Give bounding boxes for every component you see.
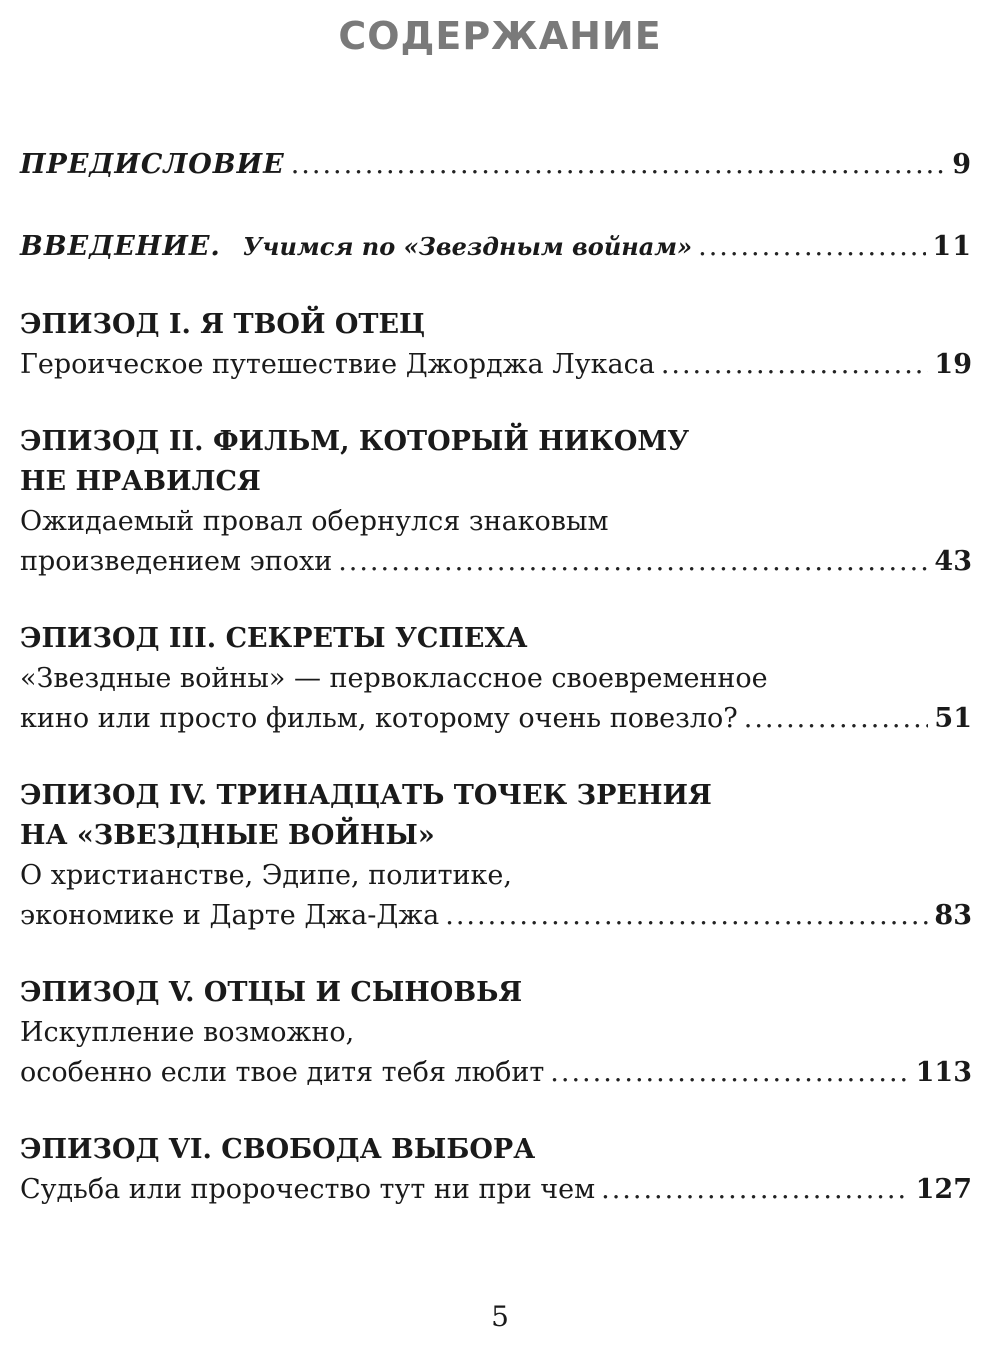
episode-heading: НЕ НРАВИЛСЯ — [20, 466, 261, 497]
episode-subtitle: экономике и Дарте Джа-Джа — [20, 900, 440, 931]
dot-leader — [698, 227, 926, 267]
dot-leader — [550, 1053, 909, 1093]
toc-line — [20, 227, 972, 267]
episode-subtitle: «Звездные войны» — первоклассное своевременное — [20, 663, 768, 694]
page-title: СОДЕРЖАНИЕ — [338, 14, 662, 58]
entry-label: ВВЕДЕНИЕ — [20, 231, 211, 262]
toc-entry-preface[interactable] — [20, 145, 972, 185]
entry-page: 113 — [915, 1057, 972, 1088]
episode-heading: ЭПИЗОД II. ФИЛЬМ, КОТОРЫЙ НИКОМУ — [20, 426, 690, 457]
dot-leader — [661, 345, 929, 385]
entry-separator: . — [210, 231, 221, 262]
page-number: 5 — [491, 1300, 509, 1333]
entry-page: 19 — [934, 349, 972, 380]
toc-entry-episode-4[interactable] — [20, 776, 972, 936]
episode-subtitle: кино или просто фильм, которому очень повезло? — [20, 703, 738, 734]
dot-leader — [338, 542, 928, 582]
episode-subtitle: Искупление возможно, — [20, 1017, 355, 1048]
episode-subtitle: Героическое путешествие Джорджа Лукаса — [20, 349, 655, 380]
entry-page: 51 — [934, 703, 972, 734]
toc-line — [20, 1170, 972, 1210]
table-of-contents — [20, 145, 972, 1247]
episode-subtitle: особенно если твое дитя тебя любит — [20, 1057, 545, 1088]
entry-page: 43 — [934, 546, 972, 577]
toc-line — [20, 1053, 972, 1093]
episode-heading: НА «ЗВЕЗДНЫЕ ВОЙНЫ» — [20, 820, 435, 851]
episode-subtitle: Ожидаемый провал обернулся знаковым — [20, 506, 609, 537]
toc-line — [20, 345, 972, 385]
entry-page: 9 — [952, 149, 972, 180]
toc-entry-episode-1[interactable] — [20, 305, 972, 385]
episode-heading: ЭПИЗОД I. Я ТВОЙ ОТЕЦ — [20, 309, 426, 340]
entry-label: ПРЕДИСЛОВИЕ — [20, 149, 285, 180]
episode-subtitle: произведением эпохи — [20, 546, 333, 577]
toc-entry-episode-6[interactable] — [20, 1130, 972, 1210]
dot-leader — [601, 1170, 909, 1210]
toc-line — [20, 145, 972, 185]
dot-leader — [445, 896, 928, 936]
entry-page: 127 — [915, 1174, 972, 1205]
episode-subtitle: О христианстве, Эдипе, политике, — [20, 860, 512, 891]
episode-subtitle: Судьба или пророчество тут ни при чем — [20, 1174, 596, 1205]
entry-page: 11 — [932, 231, 972, 262]
entry-page: 83 — [934, 900, 972, 931]
toc-line — [20, 896, 972, 936]
episode-heading: ЭПИЗОД IV. ТРИНАДЦАТЬ ТОЧЕК ЗРЕНИЯ — [20, 780, 712, 811]
toc-entry-episode-3[interactable] — [20, 619, 972, 739]
episode-heading: ЭПИЗОД VI. СВОБОДА ВЫБОРА — [20, 1134, 536, 1165]
episode-heading: ЭПИЗОД V. ОТЦЫ И СЫНОВЬЯ — [20, 977, 523, 1008]
entry-subtitle: Учимся по «Звездным войнам» — [242, 232, 693, 261]
toc-entry-episode-2[interactable] — [20, 422, 972, 582]
episode-heading: ЭПИЗОД III. СЕКРЕТЫ УСПЕХА — [20, 623, 528, 654]
dot-leader — [291, 145, 946, 185]
toc-line — [20, 542, 972, 582]
toc-entry-episode-5[interactable] — [20, 973, 972, 1093]
toc-line — [20, 699, 972, 739]
toc-entry-introduction[interactable] — [20, 227, 972, 267]
dot-leader — [744, 699, 929, 739]
